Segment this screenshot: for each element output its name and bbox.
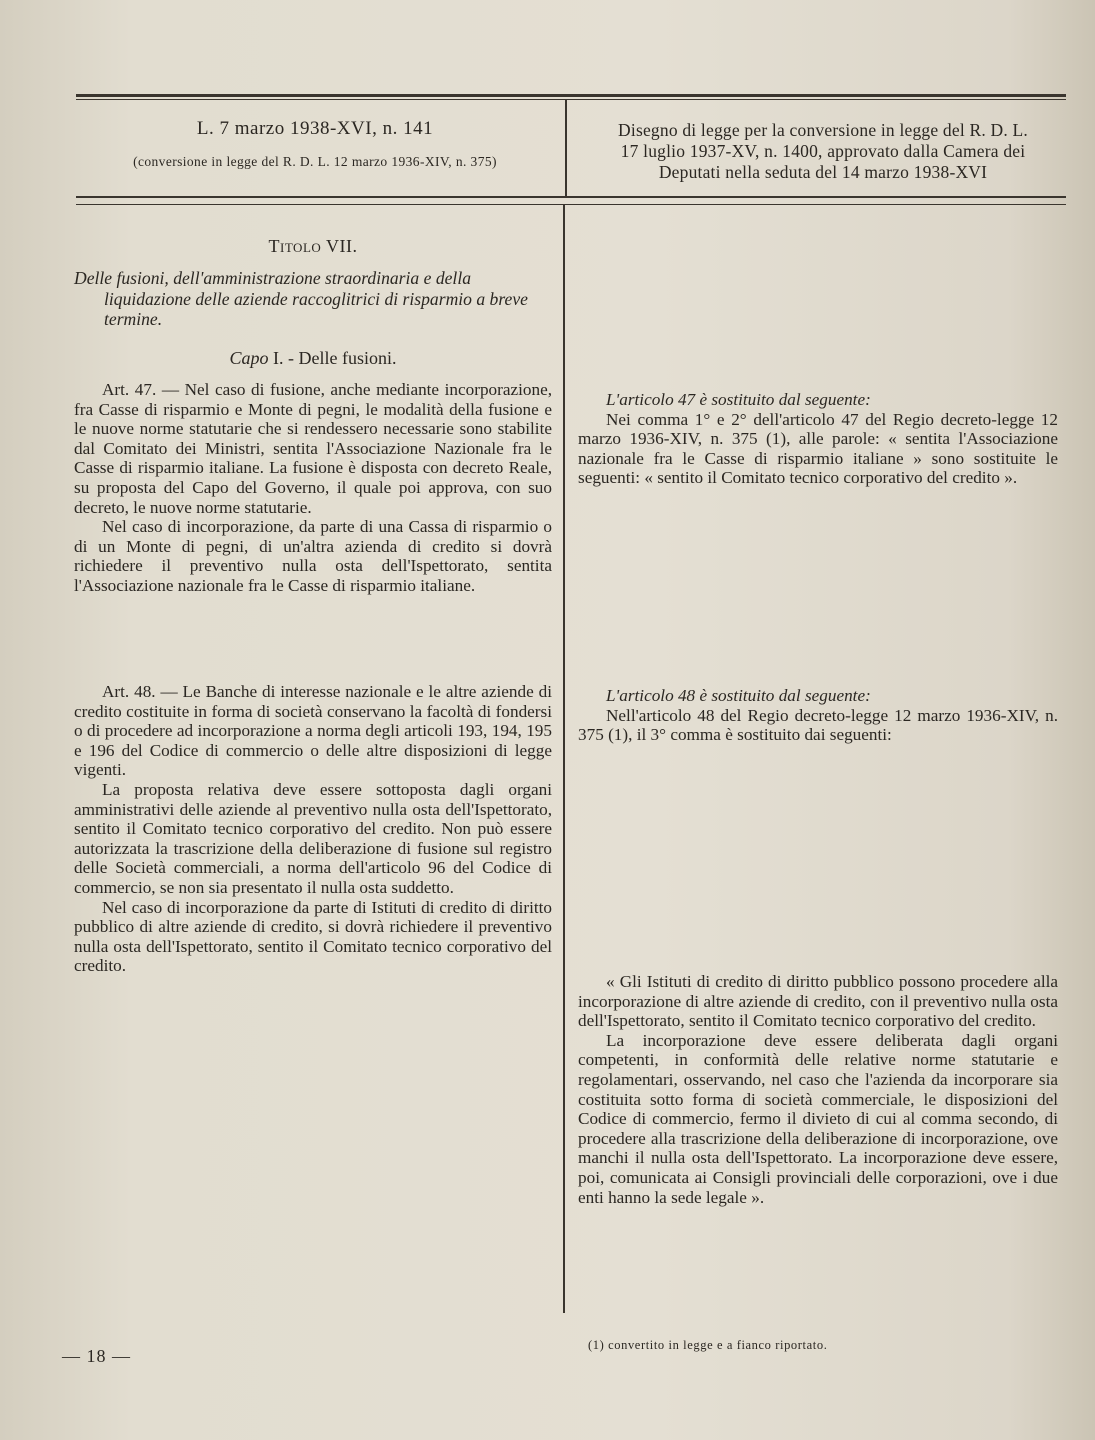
law-subtitle: (conversione in legge del R. D. L. 12 marzo 1936-XIV, n. 375) <box>133 154 497 169</box>
footnote: (1) convertito in legge e a fianco riportato. <box>588 1338 828 1352</box>
capo-heading <box>74 348 552 369</box>
right-art48-text: Nell'articolo 48 del Regio decreto-legge 12 marzo 1936-XIV, n. 375 (1), il 3° comma è sostituito dai seguenti: <box>578 705 1058 745</box>
art48-paragraph-1: Art. 48. — Le Banche di interesse nazionale e le altre aziende di credito costituite in forma di società conservano la facoltà di fondersi o di procedere ad incorporazione a norma degli articoli 193, 194, 195 e 196 del Codice di commercio o delle altre disposizioni di legge vigenti. <box>74 682 552 780</box>
titolo-heading: Titolo VII. <box>268 236 358 256</box>
right-art48-heading: L'articolo 48 è sostituito dal seguente: <box>606 686 871 705</box>
right-art47 <box>578 390 1058 488</box>
top-rule <box>76 94 1066 97</box>
law-title: L. 7 marzo 1938-XVI, n. 141 <box>196 118 434 139</box>
quote-paragraph-1: « Gli Istituti di credito di diritto pubblico possono procedere alla incorporazione di altre aziende di credito, con il preventivo nulla osta dell'Ispettorato, sentito il Comitato tecnico corporativo del credito. <box>578 972 1058 1031</box>
bill-title-line3: Deputati nella seduta del 14 marzo 1938-XVI <box>658 162 988 182</box>
header-bottom-rule <box>76 196 1066 198</box>
capo-rest: I. - Delle fusioni. <box>273 348 397 368</box>
art47-paragraph-2: Nel caso di incorporazione, da parte di una Cassa di risparmio o di un Monte di pegni, di un'altra azienda di credito si dovrà richiedere il preventivo nulla osta dell'Ispettorato, sentita l'Associazione nazionale fra le Casse di risparmio italiane. <box>74 517 552 595</box>
header-bottom-rule-thin <box>76 204 1066 205</box>
column-divider <box>563 205 565 1313</box>
right-art48 <box>578 686 1058 745</box>
left-art47 <box>74 380 552 596</box>
capo-label: Capo <box>229 348 269 368</box>
right-art47-heading: L'articolo 47 è sostituito dal seguente: <box>606 390 871 409</box>
titolo-subtitle: Delle fusioni, dell'amministrazione straordinaria e della liquidazione delle aziende raccoglitrici di risparmio a breve termine. <box>74 268 528 329</box>
art48-paragraph-3: Nel caso di incorporazione da parte di Istituti di credito di diritto pubblico di altre aziende di credito, si dovrà richiedere il preventivo nulla osta dell'Ispettorato, sentito il Comitato tecnico corporativo del credito. <box>74 897 552 976</box>
header-right <box>578 120 1068 183</box>
left-art48 <box>74 682 552 976</box>
bill-title-line2: 17 luglio 1937-XV, n. 1400, approvato dalla Camera dei <box>620 141 1026 161</box>
page-number: — 18 — <box>62 1346 131 1366</box>
header-left <box>70 118 560 170</box>
quote-paragraph-2: La incorporazione deve essere deliberata dagli organi competenti, in conformità delle relative norme statutarie e regolamentari, osservando, nel caso che l'azienda da incorporare sia costituita sotto forma di società commerciale, le disposizioni del Codice di commercio, fermo il divieto di cui al comma secondo, di procedere alla trascrizione della deliberazione di incorporazione, ove manchi il nulla osta dell'Ispettorato. La incorporazione deve essere, poi, comunicata ai Consigli provinciali delle corporazioni, ove i due enti hanno la sede legale ». <box>578 1030 1058 1207</box>
bill-title-line1: Disegno di legge per la conversione in legge del R. D. L. <box>618 120 1028 140</box>
column-divider-top <box>565 100 567 196</box>
right-quote <box>578 972 1058 1207</box>
art47-paragraph-1: Art. 47. — Nel caso di fusione, anche mediante incorporazione, fra Casse di risparmio e Monte di pegni, le modalità della fusione e le nuove norme statutarie che si rendessero necessarie sono stabilite dal Comitato dei Ministri, sentita l'Associazione Nazionale fra le Casse di risparmio italiane. La fusione è disposta con decreto Reale, su proposta del Capo del Governo, il quale poi approva, con suo decreto, le nuove norme statutarie. <box>74 380 552 517</box>
art48-paragraph-2: La proposta relativa deve essere sottoposta dagli organi amministrativi delle aziende al preventivo nulla osta dell'Ispettorato, sentito il Comitato tecnico corporativo del credito. Non può essere autorizzata la trascrizione della deliberazione di fusione sul registro delle Società commerciali, a norma dell'articolo 96 del Codice di commercio, se non sia presentato il nulla osta suddetto. <box>74 779 552 897</box>
right-art47-text: Nei comma 1° e 2° dell'articolo 47 del Regio decreto-legge 12 marzo 1936-XIV, n. 375 (1), alle parole: « sentita l'Associazione nazionale fra le Casse di risparmio italiane » sono sostituite le seguenti: « sentito il Comitato tecnico corporativo del credito ». <box>578 409 1058 488</box>
top-rule-thin <box>76 99 1066 100</box>
